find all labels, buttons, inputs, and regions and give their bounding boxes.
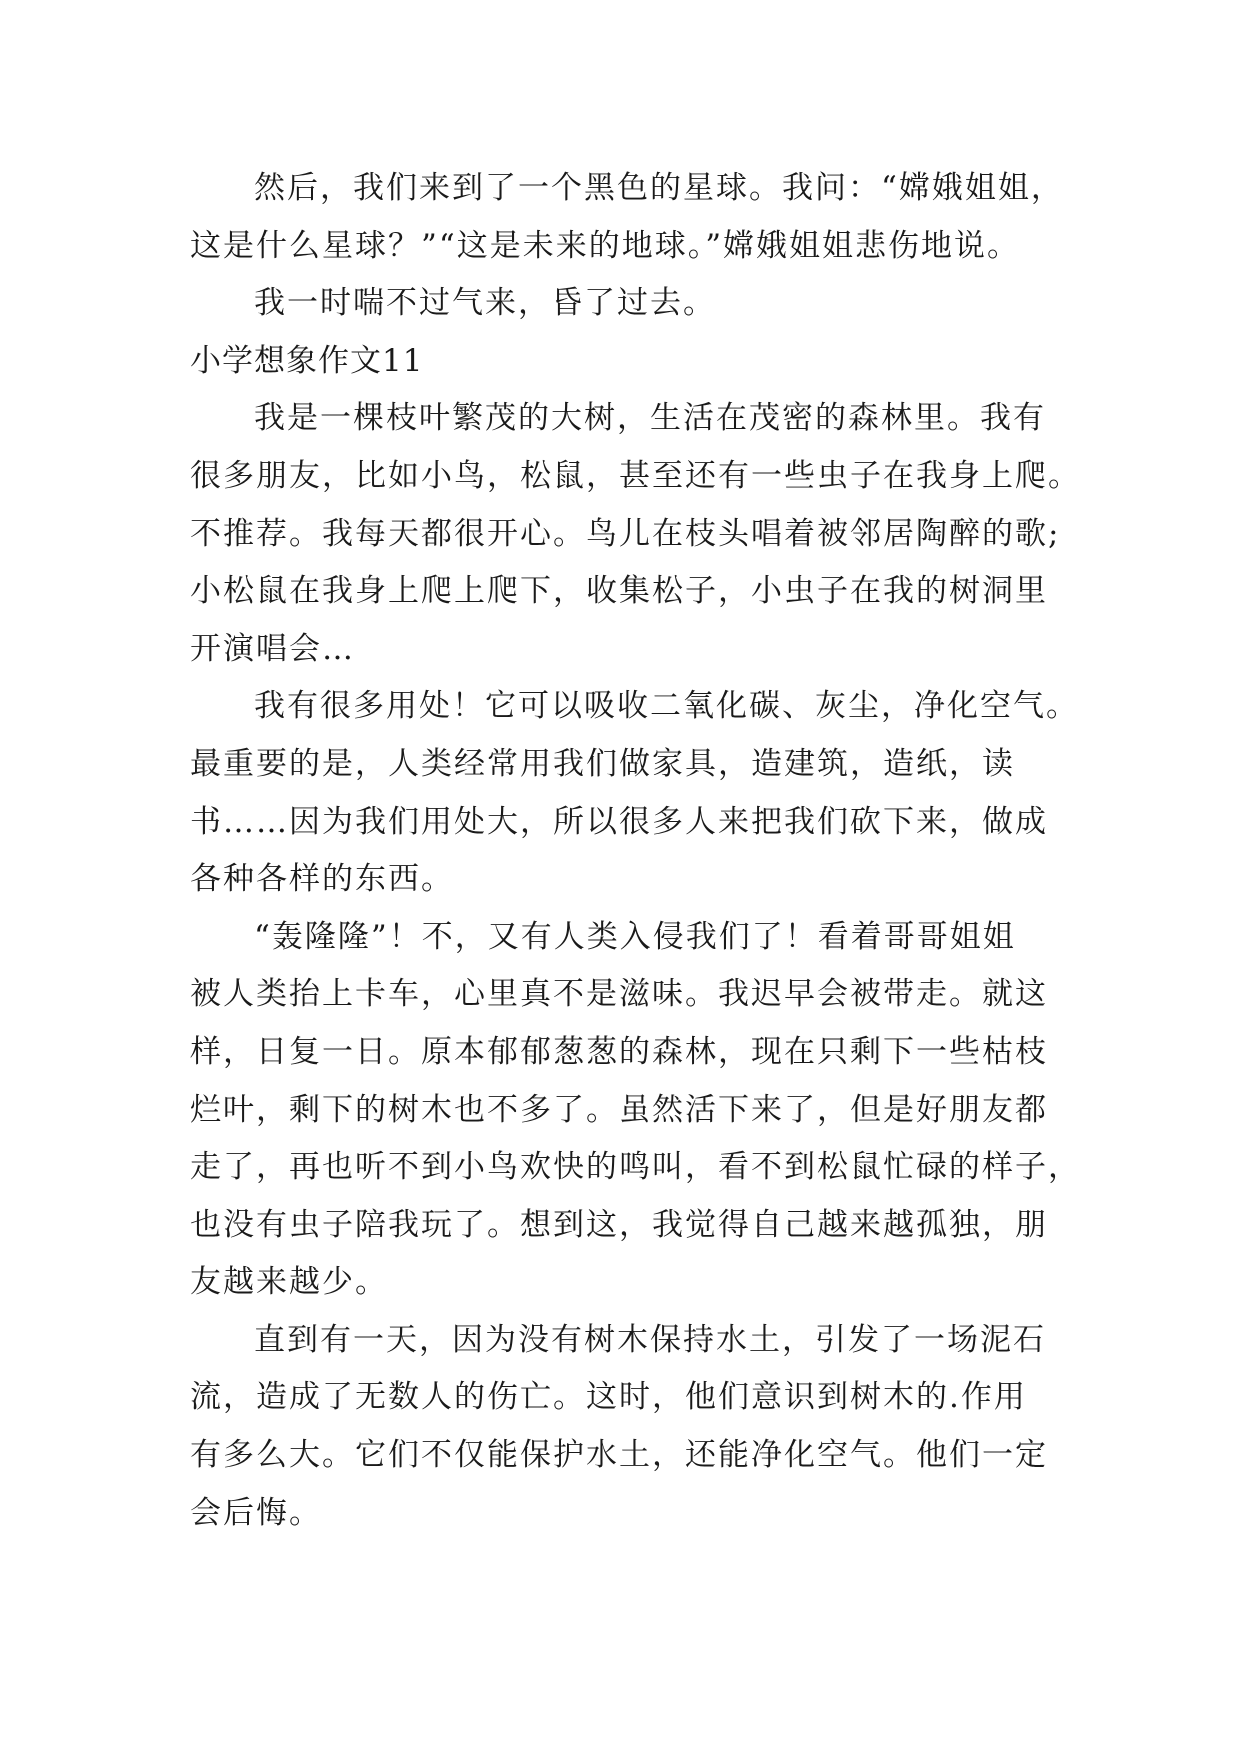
paragraph-line: 开演唱会… xyxy=(190,630,355,667)
paragraph-line: 各种各样的东西。 xyxy=(190,861,454,898)
paragraph-line: 有多么大。它们不仅能保护水土，还能净化空气。他们一定 xyxy=(190,1437,1048,1474)
paragraph-line: “轰隆隆”！不，又有人类入侵我们了！看着哥哥姐姐 xyxy=(254,918,1016,955)
paragraph-line: 友越来越少。 xyxy=(190,1264,388,1301)
section-title: 小学想象作文11 xyxy=(190,342,424,379)
paragraph-line: 样，日复一日。原本郁郁葱葱的森林，现在只剩下一些枯枝 xyxy=(190,1033,1048,1070)
paragraph-line: 书……因为我们用处大，所以很多人来把我们砍下来，做成 xyxy=(190,803,1048,840)
paragraph-line: 直到有一天，因为没有树木保持水土，引发了一场泥石 xyxy=(254,1321,1046,1358)
paragraph-line: 最重要的是，人类经常用我们做家具，造建筑，造纸，读 xyxy=(190,745,1015,782)
paragraph-line: 烂叶，剩下的树木也不多了。虽然活下来了，但是好朋友都 xyxy=(190,1091,1048,1128)
paragraph-line: 不推荐。我每天都很开心。鸟儿在枝头唱着被邻居陶醉的歌; xyxy=(190,515,1061,552)
paragraph-line: 然后，我们来到了一个黑色的星球。我问：“嫦娥姐姐， xyxy=(254,170,1064,206)
paragraph-line: 流，造成了无数人的伤亡。这时，他们意识到树木的.作用 xyxy=(190,1379,1027,1416)
paragraph-line: 走了，再也听不到小鸟欢快的鸣叫，看不到松鼠忙碌的样子， xyxy=(190,1149,1081,1186)
paragraph-line: 我是一棵枝叶繁茂的大树，生活在茂密的森林里。我有 xyxy=(254,400,1046,437)
paragraph-line: 也没有虫子陪我玩了。想到这，我觉得自己越来越孤独，朋 xyxy=(190,1206,1048,1243)
paragraph-line: 小松鼠在我身上爬上爬下，收集松子，小虫子在我的树洞里 xyxy=(190,573,1048,610)
paragraph-line: 很多朋友，比如小鸟，松鼠，甚至还有一些虫子在我身上爬。 xyxy=(190,457,1081,494)
paragraph-line: 我有很多用处！它可以吸收二氧化碳、灰尘，净化空气。 xyxy=(254,688,1079,725)
paragraph-line: 我一时喘不过气来，昏了过去。 xyxy=(254,285,716,322)
paragraph-line: 会后悔。 xyxy=(190,1494,322,1531)
paragraph-line: 这是什么星球？”“这是未来的地球。”嫦娥姐姐悲伤地说。 xyxy=(190,227,1021,264)
paragraph-line: 被人类抬上卡车，心里真不是滋味。我迟早会被带走。就这 xyxy=(190,976,1048,1013)
document-page xyxy=(190,160,1081,1542)
